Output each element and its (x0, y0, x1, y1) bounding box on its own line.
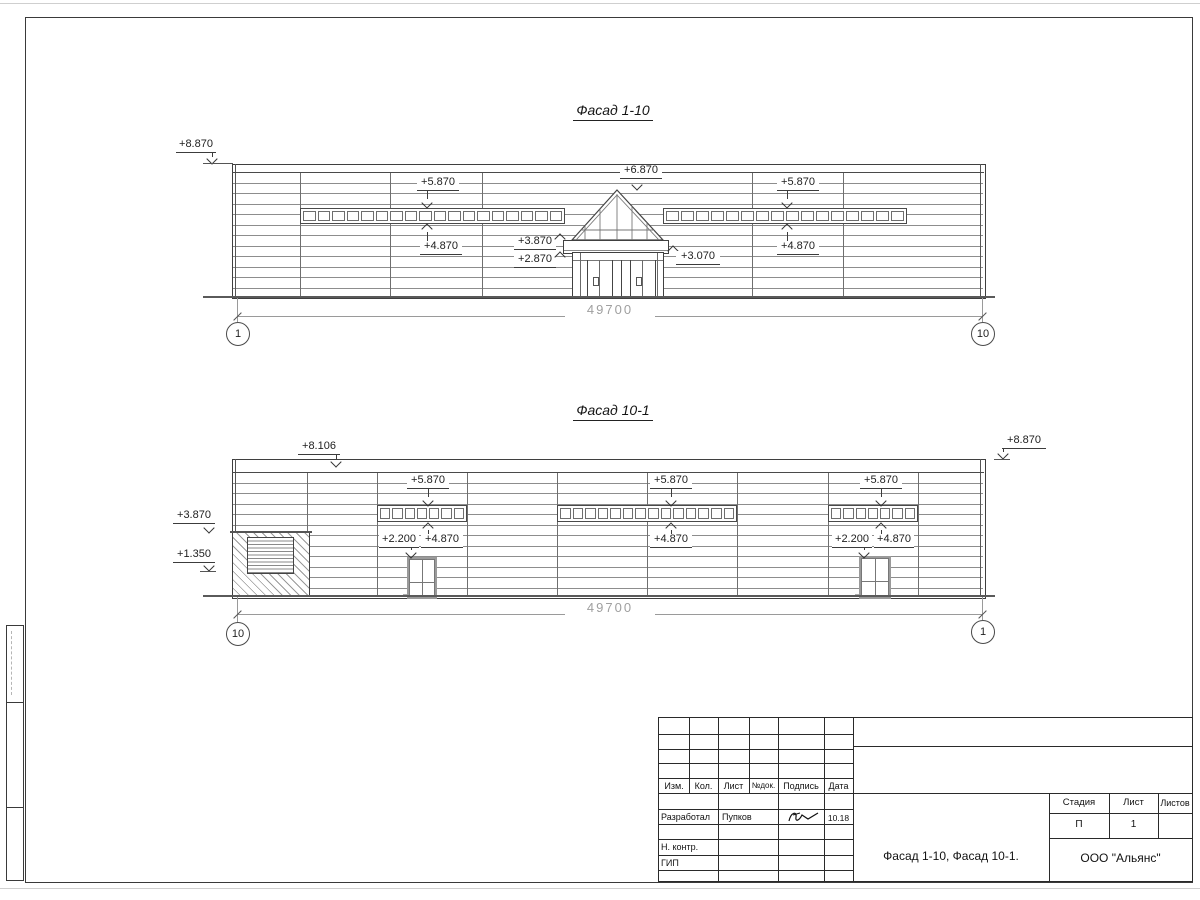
tb-sheet-label: Лист (1123, 797, 1144, 808)
elevation-mark: +1.350 (173, 549, 215, 563)
side-column-faint-text (11, 631, 12, 695)
window-pane (786, 211, 799, 221)
window-pane (711, 508, 722, 519)
window-pane (448, 211, 461, 221)
window-pane (419, 211, 432, 221)
window-pane (876, 211, 889, 221)
window-pane (318, 211, 331, 221)
facade2-parapet-line (232, 472, 984, 473)
window-pane (771, 211, 784, 221)
elevation-mark: +8.106 (298, 441, 340, 455)
entrance-pediment (563, 186, 669, 242)
axis-bubble-10: 10 (971, 322, 995, 346)
facade1-axis1-extension (237, 298, 238, 322)
window-pane (303, 211, 316, 221)
window-pane (741, 211, 754, 221)
tb-sheets-label: Листов (1160, 798, 1190, 808)
window-pane (361, 211, 374, 221)
entrance-glazing (572, 252, 664, 299)
side-column-cell (6, 807, 24, 881)
window-pane (880, 508, 890, 519)
window-pane (390, 211, 403, 221)
window-pane (376, 211, 389, 221)
facade1-left-pier-line (235, 164, 236, 297)
tb-header-ndok: №док. (751, 781, 776, 790)
tb-header-kol: Кол. (694, 781, 713, 791)
tb-header-izm: Изм. (664, 781, 684, 791)
tb-header-podpis: Подпись (783, 781, 819, 791)
elevation-mark: +8.870 (1002, 435, 1046, 449)
tb-sheet-value: 1 (1130, 819, 1137, 830)
elevation-mark: +2.200 (832, 534, 872, 548)
window-pane (417, 508, 427, 519)
tb-stage-value: П (1075, 819, 1083, 830)
window-pane (724, 508, 735, 519)
window-pane (492, 211, 505, 221)
elevation-mark: +4.870 (650, 534, 692, 548)
window-pane (429, 508, 439, 519)
side-column-cell (6, 702, 24, 808)
window-pane (332, 211, 345, 221)
window-pane (454, 508, 464, 519)
window-pane (521, 211, 534, 221)
facade1-title: Фасад 1-10 (548, 102, 678, 121)
ribbon-window-band (557, 505, 737, 522)
window-pane (801, 211, 814, 221)
elevation-mark: +4.870 (420, 241, 462, 255)
window-pane (441, 508, 451, 519)
tb-company: ООО "Альянс" (1080, 851, 1161, 865)
window-pane (861, 211, 874, 221)
facade1-axis10-extension (982, 298, 983, 322)
paper-edge-top (0, 3, 1200, 4)
window-pane (623, 508, 634, 519)
window-pane (831, 508, 841, 519)
window-pane (905, 508, 915, 519)
elevation-mark: +4.870 (874, 534, 914, 548)
window-pane (635, 508, 646, 519)
elevation-mark: +8.870 (176, 139, 216, 153)
elevation-mark: +2.870 (514, 254, 556, 268)
window-pane (891, 211, 904, 221)
window-pane (506, 211, 519, 221)
window-pane (585, 508, 596, 519)
window-pane (347, 211, 360, 221)
facade1-right-pier-line (980, 164, 981, 297)
facade2-axis1-extension (982, 597, 983, 620)
elevation-mark: +6.870 (620, 165, 662, 179)
window-pane (726, 211, 739, 221)
window-pane (686, 508, 697, 519)
facade1-ground-line (203, 296, 995, 298)
tb-header-list: Лист (723, 781, 744, 791)
facade2-axis10-extension (237, 597, 238, 622)
louver-grille (247, 537, 294, 574)
elevation-mark: +3.070 (676, 251, 720, 265)
facade2-dimension-value: 49700 (565, 600, 655, 615)
window-pane (698, 508, 709, 519)
elevation-mark: +5.870 (407, 475, 449, 489)
window-pane (405, 508, 415, 519)
window-pane (711, 211, 724, 221)
elevation-mark: +5.870 (417, 177, 459, 191)
tb-ncontr-label: Н. контр. (661, 842, 699, 852)
tb-stage-label: Стадия (1062, 797, 1096, 808)
window-pane (573, 508, 584, 519)
window-pane (550, 211, 563, 221)
elevation-mark: +4.870 (421, 534, 463, 548)
window-pane (392, 508, 402, 519)
ribbon-window-band (300, 208, 565, 224)
window-pane (463, 211, 476, 221)
signature (785, 810, 821, 824)
window-pane (560, 508, 571, 519)
window-pane (846, 211, 859, 221)
facade2-title: Фасад 10-1 (548, 402, 678, 421)
elevation-mark: +5.870 (777, 177, 819, 191)
tb-developed-date: 10.18 (827, 813, 850, 823)
tb-header-data: Дата (828, 781, 849, 791)
window-pane (816, 211, 829, 221)
elevation-mark: +2.200 (379, 534, 419, 548)
door (859, 556, 891, 599)
tb-gip-label: ГИП (661, 858, 679, 868)
window-pane (892, 508, 902, 519)
door (407, 557, 437, 599)
door-handle-icon (593, 277, 599, 286)
window-pane (673, 508, 684, 519)
tb-developed-name: Пупков (722, 812, 752, 822)
window-pane (666, 211, 679, 221)
elevation-mark: +3.870 (514, 236, 556, 250)
window-pane (380, 508, 390, 519)
window-pane (598, 508, 609, 519)
window-pane (696, 211, 709, 221)
elevation-mark: +5.870 (650, 475, 692, 489)
paper-edge-bottom (0, 888, 1200, 889)
title-block (658, 717, 1193, 882)
window-pane (610, 508, 621, 519)
door-handle-icon (636, 277, 642, 286)
window-pane (756, 211, 769, 221)
window-pane (661, 508, 672, 519)
axis-bubble-1: 1 (971, 620, 995, 644)
window-pane (856, 508, 866, 519)
elevation-mark: +5.870 (860, 475, 902, 489)
ribbon-window-band (663, 208, 907, 224)
window-pane (535, 211, 548, 221)
tb-doc-title: Фасад 1-10, Фасад 10-1. (883, 849, 1019, 863)
window-pane (405, 211, 418, 221)
ribbon-window-band (828, 505, 918, 522)
axis-bubble-10: 10 (226, 622, 250, 646)
window-pane (477, 211, 490, 221)
window-pane (831, 211, 844, 221)
window-pane (868, 508, 878, 519)
window-pane (434, 211, 447, 221)
ribbon-window-band (377, 505, 467, 522)
elevation-mark: +3.870 (173, 510, 215, 524)
axis-bubble-1: 1 (226, 322, 250, 346)
tb-developed-label: Разработал (661, 812, 710, 822)
window-pane (681, 211, 694, 221)
window-pane (648, 508, 659, 519)
elevation-mark: +4.870 (777, 241, 819, 255)
facade1-dimension-value: 49700 (565, 302, 655, 317)
facade2-right-pier-line (980, 459, 981, 597)
window-pane (843, 508, 853, 519)
side-column-cell (6, 625, 24, 703)
facade2-ground-line (203, 595, 995, 597)
facade1-parapet-line (232, 172, 984, 173)
